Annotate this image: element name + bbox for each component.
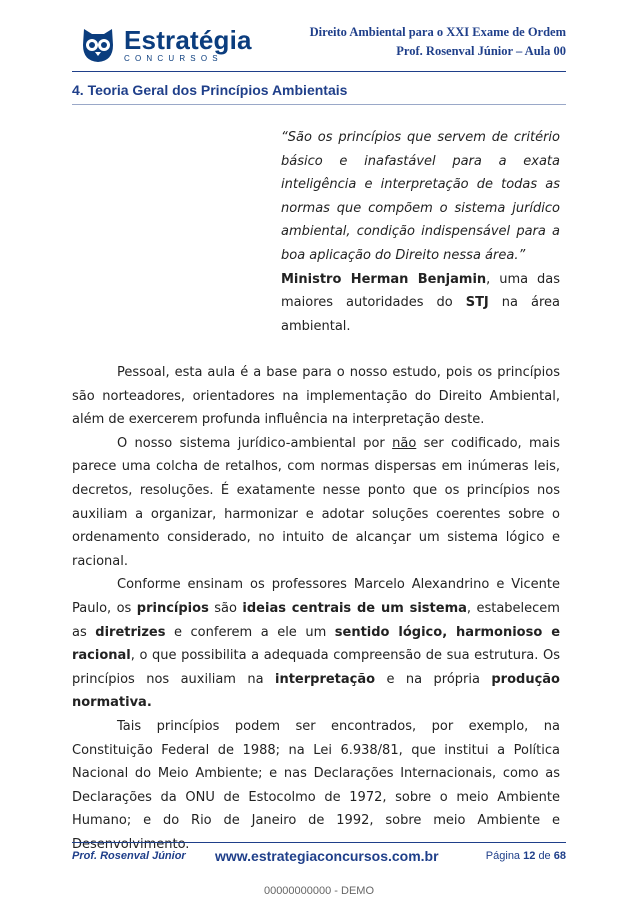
p3-d: ideias centrais de um sistema: [242, 600, 467, 616]
footer-author: Prof. Rosenval Júnior: [72, 850, 186, 862]
p3-j: interpretação: [274, 671, 376, 687]
p3-i: , o que possibilita a adequada compreensão de sua estrutura. Os princípios nos auxiliam na: [72, 648, 560, 687]
course-title: Direito Ambiental para o XXI Exame de Ordem: [309, 25, 566, 39]
body-text: [72, 361, 560, 856]
quote-court: STJ: [465, 295, 489, 311]
quote-attribution: [281, 268, 560, 339]
paragraph-2: [72, 432, 560, 574]
p2-underlined: não: [392, 435, 417, 451]
estrategia-logo: [78, 24, 252, 66]
page-header: [0, 0, 638, 72]
quote-text: “São os princípios que servem de critério básico e inafastável para a exata inteligência e interpretação de todas as normas que compõem o sistema jurídico ambiental, condição indispensável para a boa aplicação do Direito nessa área.”: [281, 130, 560, 263]
p3-f: diretrizes: [95, 624, 166, 640]
quote-attr-mid: , uma das maiores autoridades do: [281, 271, 560, 311]
section-divider: [72, 104, 566, 105]
p3-h: sentido lógico, harmonioso e racional: [72, 624, 561, 664]
page-current: 12: [523, 850, 536, 862]
quote-author: Ministro Herman Benjamin: [281, 271, 487, 287]
footer-website-link[interactable]: www.estrategiaconcursos.com.br: [215, 848, 439, 864]
header-divider: [72, 71, 566, 72]
p3-a: Conforme ensinam os professores Marcelo Alexandrino e Vicente Paulo, os: [72, 577, 560, 616]
p3-l: produção normativa.: [72, 671, 560, 711]
page-label: Página: [485, 850, 521, 862]
paragraph-1: Pessoal, esta aula é a base para o nosso estudo, pois os princípios são norteadores, orientadores na implementação do Direito Ambiental, além de exercerem profunda influência na interpretação deste.: [72, 365, 560, 428]
demo-stamp: 00000000000 - DEMO: [263, 885, 375, 897]
p3-k: e na própria: [375, 671, 492, 687]
paragraph-3: [72, 573, 560, 715]
page-number: [486, 850, 566, 862]
p3-c: são: [208, 600, 243, 616]
professor-lesson: Prof. Rosenval Júnior – Aula 00: [396, 44, 566, 58]
epigraph-quote: [281, 126, 560, 338]
section-title: 4. Teoria Geral dos Princípios Ambientais: [72, 82, 348, 98]
p3-g: e conferem a ele um: [165, 624, 335, 640]
header-course-info: [310, 23, 566, 61]
p2-end: ser codificado, mais parece uma colcha de retalhos, com normas dispersas em inúmeras leis, decretos, resoluções. É exatamente nesse ponto que os princípios nos auxiliam a organizar, harmonizar e adotar soluções coerentes sobre o ordenamento considerado, no intuito de alcançar um sistema lógico e racional.: [72, 435, 560, 569]
quote-attr-end: na área ambiental.: [281, 295, 560, 334]
page-total: 68: [553, 850, 566, 862]
p3-e: , estabelecem as: [72, 600, 560, 640]
footer-divider: [72, 842, 566, 843]
logo-subtitle: CONCURSOS: [124, 54, 223, 63]
p2-start: O nosso sistema jurídico-ambiental por: [117, 435, 393, 451]
page-footer: [72, 849, 566, 865]
logo-name: Estratégia: [124, 25, 252, 55]
paragraph-4: Tais princípios podem ser encontrados, por exemplo, na Constituição Federal de 1988; na Lei 6.938/81, que institui a Política Nacional do Meio Ambiente; e nas Declarações Internacionais, como as Declarações da ONU de Estocolmo de 1972, sobre o meio Ambiente Humano; e do Rio de Janeiro de 1992, sobre meio Ambiente e Desenvolvimento.: [72, 718, 560, 852]
owl-logo-icon: [78, 25, 118, 65]
page-of: de: [538, 850, 551, 862]
p3-b: princípios: [136, 600, 209, 616]
